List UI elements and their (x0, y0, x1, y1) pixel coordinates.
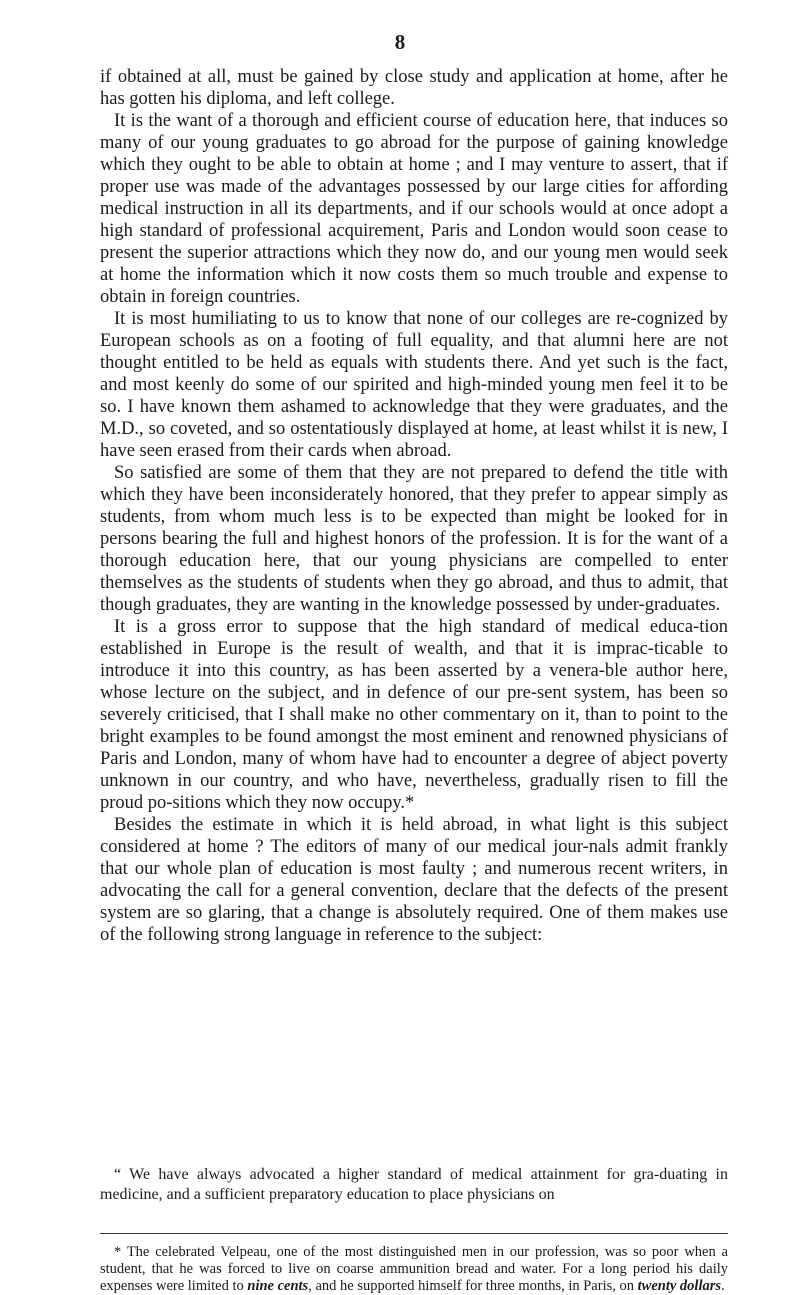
paragraph: Besides the estimate in which it is held abroad, in what light is this subject considered at home ? The editors of many of our medical jour-nals admit frankly that our whole plan of education is most faulty ; and numerous recent writers, in advocating the call for a general convention, declare that the defects of the present system are so glaring, that a change is absolutely required. One of them makes use of the following strong language in reference to the subject: (100, 815, 728, 945)
block-quote: “ We have always advocated a higher standard of medical attainment for gra-duating in medicine, and a sufficient preparatory education to place physicians on (100, 1166, 728, 1203)
paragraph: So satisfied are some of them that they are not prepared to defend the title with which they have been inconsiderately honored, that they prefer to appear simply as students, from whom much less is to be expected than might be looked for in persons bearing the full and highest honors of the profession. It is for the want of a thorough education here, that our young physicians are compelled to enter themselves as the students of students when they go abroad, and thus to admit, that though graduates, they are wanting in the knowledge possessed by under-graduates. (100, 463, 728, 615)
footnote-text: * The celebrated Velpeau, one of the most distinguished men in our profession, was so poor when a student, that he was forced to live on coarse ammunition bread and water. For a long period his daily expenses were limited to (100, 1244, 728, 1294)
footnote-emphasis: twenty dollars (637, 1278, 722, 1294)
footnote-emphasis: nine cents (247, 1278, 309, 1294)
footnote-text: . (721, 1278, 725, 1294)
footnote-text: , and he supported himself for three months, in Paris, on (308, 1278, 638, 1294)
paragraph: It is a gross error to suppose that the high standard of medical educa-tion established in Europe is the result of wealth, and that it is imprac-ticable to introduce it into this country, as has been asserted by a venera-ble author here, whose lecture on the subject, and in defence of our pre-sent system, has been so severely criticised, that I shall make no other commentary on it, than to point to the bright examples to be found amongst the most eminent and renowned physicians of Paris and London, many of whom have had to encounter a degree of abject poverty unknown in our country, and who have, nevertheless, gradually risen to fill the proud po-sitions which they now occupy.* (100, 617, 728, 813)
footnote (100, 1244, 728, 1295)
paragraph-continuation: if obtained at all, must be gained by close study and application at home, after he has gotten his diploma, and left college. (100, 67, 728, 109)
paragraph: It is most humiliating to us to know that none of our colleges are re-cognized by European schools as on a footing of full equality, and that alumni here are not thought entitled to be held as equals with students there. And yet such is the fact, and most keenly do some of our spirited and high-minded young men feel it to be so. I have known them ashamed to acknowledge that they were graduates, and the M.D., so coveted, and so ostentatiously displayed at home, at least whilst it is new, I have seen erased from their cards when abroad. (100, 309, 728, 461)
paragraph: It is the want of a thorough and efficient course of education here, that induces so many of our young graduates to go abroad for the purpose of gaining knowledge which they ought to be able to obtain at home ; and I may venture to assert, that if proper use was made of the advantages possessed by our large cities for affording medical instruction in all its departments, and if our schools would at once adopt a high standard of professional acquirement, Paris and London would soon cease to present the superior attractions which they now do, and our young men would seek at home the information which it now costs them so much trouble and expense to obtain in foreign countries. (100, 111, 728, 307)
page-number: 8 (394, 30, 406, 54)
main-text (100, 66, 728, 946)
footnote-divider (100, 1233, 728, 1234)
